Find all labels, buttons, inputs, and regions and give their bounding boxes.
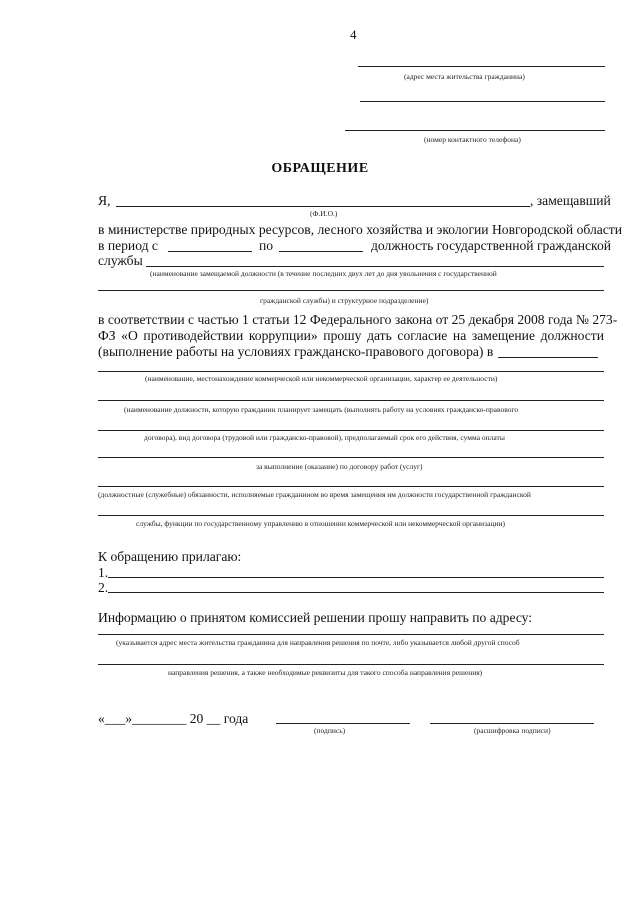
info-caption-1: (указывается адрес места жительства гражданина для направления решения по почте, либо указывается любой другой способ [116, 638, 520, 647]
job-field-3 [98, 457, 604, 458]
attachment-item-2-label: 2. [98, 580, 109, 595]
duties-caption-1: (должностные (служебные) обязанности, исполняемые гражданином во время замещения им должности государственной гражданской [98, 490, 531, 499]
fio-caption: (Ф.И.О.) [310, 209, 338, 218]
signature-caption: (подпись) [314, 726, 346, 735]
position-caption-1: (наименование замещаемой должности (в течение последних двух лет до дня увольнения с государственной [150, 269, 497, 278]
page-number: 4 [350, 27, 357, 42]
info-field-1 [98, 634, 604, 635]
job-caption-2: договора), вид договора (трудовой или гражданско-правовой), предполагаемый срок его действия, сумма оплаты [144, 433, 505, 442]
job-caption-3: за выполнение (оказание) по договору работ (услуг) [256, 462, 423, 471]
job-caption-1: (наименование должности, которую гражданин планирует замещать (выполнять работу на условиях гражданско-правового [124, 405, 519, 414]
period-from-field [168, 251, 252, 252]
organization-field-1 [498, 357, 598, 358]
info-field-2 [98, 664, 604, 665]
signature-field [276, 723, 410, 724]
fio-suffix: , замещавший [530, 193, 611, 208]
request-line-3: (выполнение работы на условиях гражданско-правового договора) в [98, 344, 494, 359]
attachments-heading: К обращению прилагаю: [98, 549, 242, 564]
request-line-1: в соответствии с частью 1 статьи 12 Федерального закона от 25 декабря 2008 года № 273- [98, 312, 618, 327]
period-to-label: по [259, 238, 274, 253]
duties-field-1 [98, 486, 604, 487]
period-to-field [279, 251, 363, 252]
phone-line [345, 130, 605, 131]
signature-date: «___»________ 20 __ года [98, 711, 249, 726]
attachment-item-1-label: 1. [98, 565, 109, 580]
address-caption: (адрес места жительства гражданина) [404, 72, 525, 81]
document-title: ОБРАЩЕНИЕ [271, 161, 369, 176]
address-line-2 [360, 101, 605, 102]
service-word: службы [98, 253, 143, 268]
signature-decode-field [430, 723, 594, 724]
info-heading: Информацию о принятом комиссией решении прошу направить по адресу: [98, 610, 533, 625]
job-field-1 [98, 400, 604, 401]
attachment-item-1-field [108, 577, 604, 578]
info-caption-2: направления решения, а также необходимые реквизиты для такого способа направления решения) [168, 668, 483, 677]
position-field-2 [98, 290, 604, 291]
duties-caption-2: службы, функции по государственному управлению в отношении коммерческой или некоммерческой организации) [136, 519, 505, 528]
attachment-item-2-field [108, 592, 604, 593]
period-from-label: в период с [98, 238, 158, 253]
position-caption-2: гражданской службы) и структурное подразделение) [260, 296, 429, 305]
job-field-2 [98, 430, 604, 431]
service-line-1: в министерстве природных ресурсов, лесного хозяйства и экологии Новгородской области [98, 222, 623, 237]
fio-field [116, 206, 530, 207]
position-text: должность государственной гражданской [371, 238, 612, 253]
phone-caption: (номер контактного телефона) [424, 135, 521, 144]
address-line-1 [358, 66, 605, 67]
signature-decode-caption: (расшифровка подписи) [474, 726, 551, 735]
request-line-2: ФЗ «О противодействии коррупции» прошу дать согласие на замещение должности [98, 328, 604, 343]
organization-field-2 [98, 371, 604, 372]
position-field-1 [146, 266, 604, 267]
duties-field-2 [98, 515, 604, 516]
fio-prefix: Я, [98, 193, 111, 208]
organization-caption: (наименование, местонахождение коммерческой или некоммерческой организации, характер ее деятельности) [145, 374, 498, 383]
